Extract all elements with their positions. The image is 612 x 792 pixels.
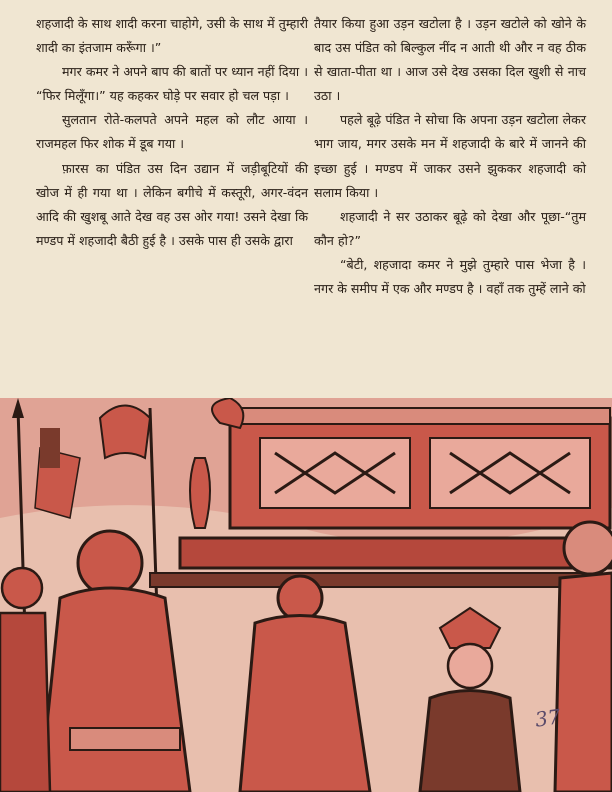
paragraph: शहजादी के साथ शादी करना चाहोगे, उसी के साथ में तुम्हारी शादी का इंतजाम करूँगा ।” [36, 16, 308, 56]
palanquin-top-rail [230, 408, 610, 424]
paragraph: “बेटी, शहजादा कमर ने मुझे तुम्हारे पास भेजा है । नगर के समीप में एक और मण्डप है । वहाँ तक तुम्हें लाने को [314, 256, 586, 297]
paragraph: सुलतान रोते-कलपते अपने महल को लौट आया । राजमहल फिर शोक में डूब गया । [36, 112, 308, 152]
fan-banner [100, 406, 150, 459]
illustration-panel [0, 398, 612, 792]
paragraph: पहले बूढ़े पंडित ने सोचा कि अपना उड़न खटोला लेकर भाग जाय, मगर उसके मन में शहजादी के बारे में जानने की इच्छा हुई । मण्डप में जाकर उसने झुककर शहजादी को सलाम किया । [314, 112, 586, 200]
left-text-column [36, 12, 308, 253]
palanquin-panel [260, 438, 410, 508]
paragraph: शहजादी ने सर उठाकर बूढ़े को देखा और पूछा-“तुम कौन हो?” [314, 208, 586, 248]
right-text-column [314, 12, 586, 301]
paragraph: फ़ारस का पंडित उस दिन उद्यान में जड़ीबूटियों की खोज में ही गया था । लेकिन बगीचे में कस्तूरी, अगर-वंदन आदि की खुशबू आते देख वह उस ओर गया! उसने देखा कि मण्डप में शहजादी बैठी हुई है । उसके पास ही उसके द्वारा [36, 160, 308, 248]
distant-soldier [40, 428, 60, 468]
page-number: 37 [533, 704, 562, 732]
paragraph: तैयार किया हुआ उड़न खटोला है । उड़न खटोले को खोने के बाद उस पंडित को बिल्कुल नींद न आती थी और न वह ठीक से खाता-पीता था । आज उसे देख उसका दिल खुशी से नाच उठा । [314, 16, 586, 104]
palanquin-base [180, 538, 612, 568]
palanquin-procession-illustration [0, 398, 612, 792]
carrying-pole [150, 573, 600, 587]
tassel-ornament [190, 458, 210, 528]
palanquin-panel [430, 438, 590, 508]
paragraph: मगर कमर ने अपने बाप की बातों पर ध्यान नहीं दिया । “फिर मिलूँगा।” यह कहकर घोड़े पर सवार हो चल पड़ा । [36, 64, 308, 104]
